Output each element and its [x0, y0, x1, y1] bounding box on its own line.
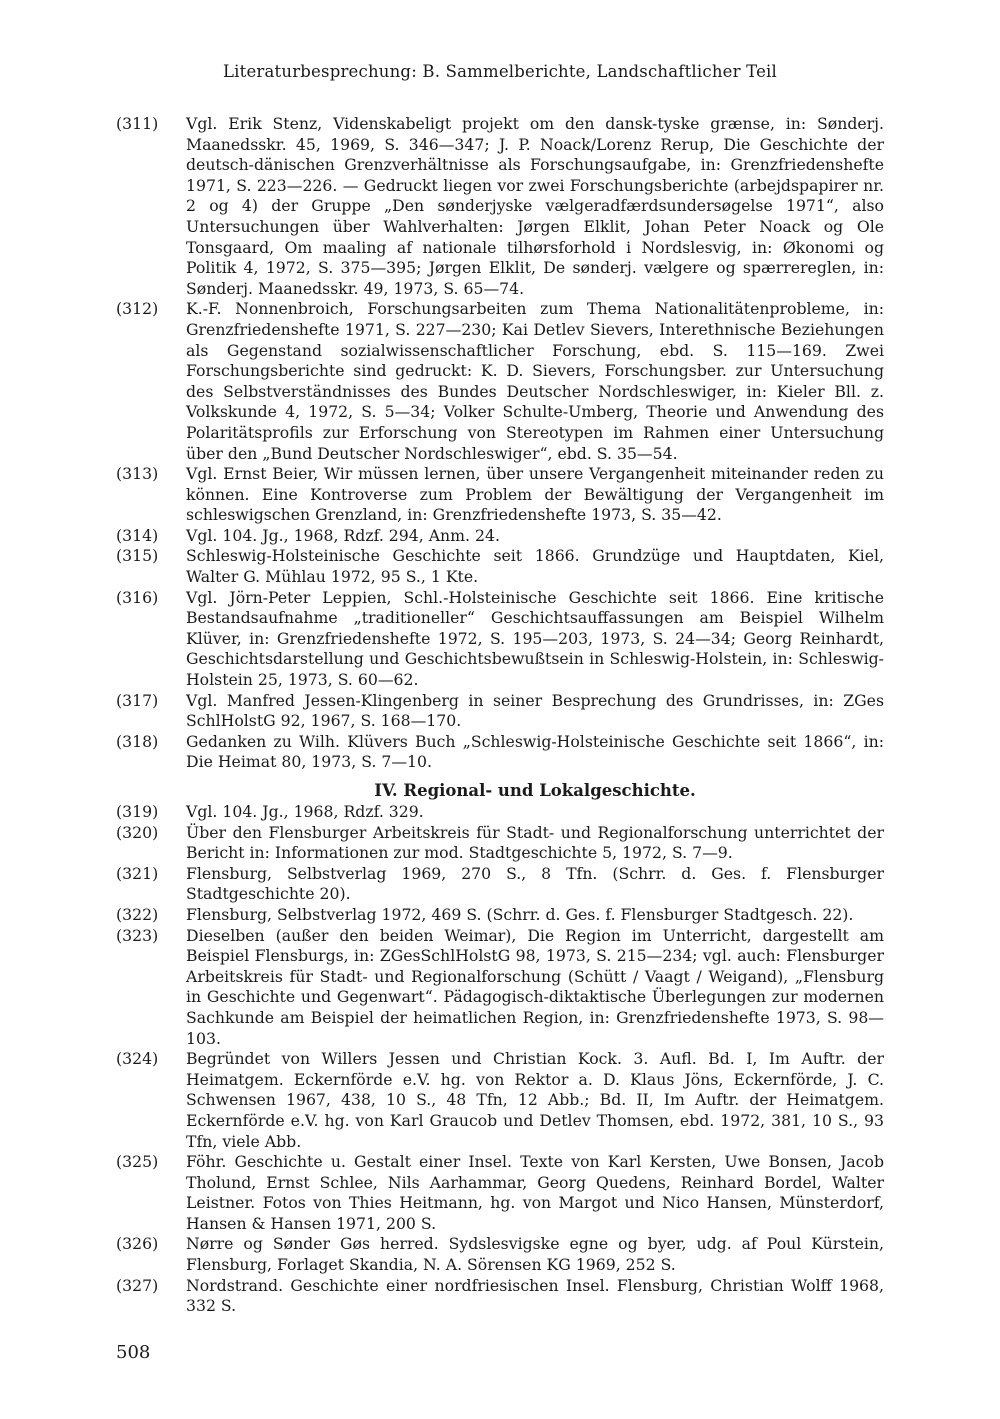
- footnote-item: [116, 546, 884, 587]
- footnote-text: K.-F. Nonnenbroich, Forschungsarbeiten zum Thema Nationalitätenprobleme, in: Grenzfriedenshefte 1971, S. 227—230; Kai Detlev Sievers, Interethnische Beziehungen als Gegenstand sozialwissenschaftlicher Forschung, ebd. S. 115—169. Zwei Forschungsberichte sind gedruckt: K. D. Sievers, Forschungsber. zur Untersuchung des Selbstverständnisses des Bundes Deutscher Nordschleswiger, in: Kieler Bll. z. Volkskunde 4, 1972, S. 5—34; Volker Schulte-Umberg, Theorie und Anwendung des Polaritätsprofils zur Erforschung von Stereotypen im Rahmen einer Untersuchung über den „Bund Deutscher Nordschleswiger“, ebd. S. 35—54.: [186, 299, 884, 463]
- footnote-number: (317): [116, 690, 159, 710]
- footnote-text: Über den Flensburger Arbeitskreis für Stadt- und Regionalforschung unterrichtet der Bericht in: Informationen zur mod. Stadtgeschichte 5, 1972, S. 7—9.: [186, 822, 884, 863]
- footnote-number: (320): [116, 822, 159, 842]
- footnote-item: [116, 1234, 884, 1275]
- notes-group-after-section: [116, 802, 884, 1317]
- footnote-text: Nordstrand. Geschichte einer nordfriesischen Insel. Flensburg, Christian Wolff 1968, 332 S.: [186, 1275, 884, 1316]
- footnote-text: Nørre og Sønder Gøs herred. Sydslesvigske egne og byer, udg. af Poul Kürstein, Flensburg, Forlaget Skandia, N. A. Sörensen KG 1969, 252 S.: [186, 1234, 884, 1275]
- footnote-number: (315): [116, 546, 159, 566]
- footnote-text: Vgl. 104. Jg., 1968, Rdzf. 329.: [186, 802, 424, 821]
- footnotes-list: [116, 114, 884, 1317]
- footnote-item: [116, 1049, 884, 1152]
- footnote-text: Flensburg, Selbstverlag 1969, 270 S., 8 Tfn. (Schrr. d. Ges. f. Flensburger Stadtgeschichte 20).: [186, 863, 884, 904]
- footnote-number: (322): [116, 904, 159, 924]
- running-head: Literaturbesprechung: B. Sammelberichte, Landschaftlicher Teil: [223, 62, 777, 81]
- footnote-number: (327): [116, 1275, 159, 1295]
- footnote-item: [116, 1152, 884, 1234]
- footnote-number: (321): [116, 863, 159, 883]
- footnote-text: Schleswig-Holsteinische Geschichte seit 1866. Grundzüge und Hauptdaten, Kiel, Walter G. Mühlau 1972, 95 S., 1 Kte.: [186, 546, 884, 587]
- footnote-number: (318): [116, 731, 159, 751]
- footnote-text: Gedanken zu Wilh. Klüvers Buch „Schleswig-Holsteinische Geschichte seit 1866“, in: Die Heimat 80, 1973, S. 7—10.: [186, 731, 884, 772]
- footnote-item: [116, 299, 884, 464]
- footnote-number: (324): [116, 1049, 159, 1069]
- footnote-item: [116, 691, 884, 732]
- footnote-text: Vgl. Erik Stenz, Videnskabeligt projekt om den dansk-tyske grænse, in: Sønderj. Maanedsskr. 45, 1969, S. 346—347; J. P. Noack/Lorenz Rerup, Die Geschichte der deutsch-dänischen Grenzverhältnisse als Forschungsaufgabe, in: Grenzfriedenshefte 1971, S. 223—226. — Gedruckt liegen vor zwei Forschungsberichte (arbejdspapirer nr. 2 og 4) der Gruppe „Den sønderjyske vælgeradfærdsundersøgelse 1971“, also Untersuchungen über Wahlverhalten: Jørgen Elklit, Johan Peter Noack og Ole Tonsgaard, Om maaling af nationale tilhørsforhold i Nordslesvig, in: Økonomi og Politik 4, 1972, S. 375—395; Jørgen Elklit, De sønderj. vælgere og spærrereglen, in: Sønderj. Maanedsskr. 49, 1973, S. 65—74.: [186, 114, 884, 298]
- footnote-number: (326): [116, 1234, 159, 1254]
- footnote-item: [116, 732, 884, 773]
- footnote-item: [116, 464, 884, 526]
- footnote-text: Vgl. Jörn-Peter Leppien, Schl.-Holsteinische Geschichte seit 1866. Eine kritische Bestandsaufnahme „traditioneller“ Geschichtsauffassungen am Beispiel Wilhelm Klüver, in: Grenzfriedenshefte 1972, S. 195—203, 1973, S. 24—34; Georg Reinhardt, Geschichtsdarstellung und Geschichtsbewußtsein in Schleswig-Holstein, in: Schleswig-Holstein 25, 1973, S. 60—62.: [186, 587, 884, 690]
- footnote-text: Vgl. 104. Jg., 1968, Rdzf. 294, Anm. 24.: [186, 525, 500, 545]
- footnote-number: (312): [116, 299, 159, 319]
- notes-group-before-section: [116, 114, 884, 773]
- page-number: 508: [116, 1342, 151, 1363]
- footnote-text: Vgl. Manfred Jessen-Klingenberg in seiner Besprechung des Grundrisses, in: ZGes SchlHolstG 92, 1967, S. 168—170.: [186, 690, 884, 731]
- footnote-item: [116, 926, 884, 1050]
- footnote-number: (313): [116, 464, 159, 484]
- footnote-item: [116, 588, 884, 691]
- footnote-text: Föhr. Geschichte u. Gestalt einer Insel. Texte von Karl Kersten, Uwe Bonsen, Jacob Tholund, Ernst Schlee, Nils Aarhammar, Georg Quedens, Reinhard Bordel, Walter Leistner. Fotos von Thies Heitmann, hg. von Margot und Nico Hansen, Münsterdorf, Hansen & Hansen 1971, 200 S.: [186, 1152, 884, 1233]
- footnote-item: [116, 905, 884, 926]
- footnote-text: Flensburg, Selbstverlag 1972, 469 S. (Schrr. d. Ges. f. Flensburger Stadtgesch. 22).: [186, 904, 854, 924]
- footnote-number: (314): [116, 525, 159, 545]
- footnote-number: (311): [116, 114, 159, 133]
- footnote-number: (325): [116, 1152, 159, 1172]
- footnote-text: Dieselben (außer den beiden Weimar), Die Region im Unterricht, dargestellt am Beispiel Flensburgs, in: ZGesSchlHolstG 98, 1973, S. 215—234; vgl. auch: Flensburger Arbeitskreis für Stadt- und Regionalforschung (Schütt / Vaagt / Weigand), „Flensburg in Geschichte und Gegenwart“. Pädagogisch-diktaktische Überlegungen zur modernen Sachkunde am Beispiel der heimatlichen Region, in: Grenzfriedenshefte 1973, S. 98—103.: [186, 925, 884, 1048]
- footnote-item: [116, 1276, 884, 1317]
- footnote-text: Vgl. Ernst Beier, Wir müssen lernen, über unsere Vergangenheit miteinander reden zu können. Eine Kontroverse zum Problem der Bewältigung der Vergangenheit im schleswigschen Grenzland, in: Grenzfriedenshefte 1973, S. 35—42.: [186, 464, 884, 525]
- footnote-item: [116, 114, 884, 299]
- footnote-item: [116, 526, 884, 547]
- footnote-item: [116, 823, 884, 864]
- footnote-number: (316): [116, 587, 159, 607]
- footnote-item: [116, 802, 884, 823]
- section-heading: IV. Regional- und Lokalgeschichte.: [374, 781, 696, 800]
- footnote-item: [116, 864, 884, 905]
- footnote-number: (319): [116, 802, 159, 821]
- footnote-number: (323): [116, 925, 159, 945]
- footnote-text: Begründet von Willers Jessen und Christian Kock. 3. Aufl. Bd. I, Im Auftr. der Heimatgem. Eckernförde e.V. hg. von Rektor a. D. Klaus Jöns, Eckernförde, J. C. Schwensen 1967, 438, 10 S., 48 Tfn, 12 Abb.; Bd. II, Im Auftr. der Heimatgem. Eckernförde e.V. hg. von Karl Graucob und Detlev Thomsen, ebd. 1972, 381, 10 S., 93 Tfn, viele Abb.: [186, 1049, 884, 1151]
